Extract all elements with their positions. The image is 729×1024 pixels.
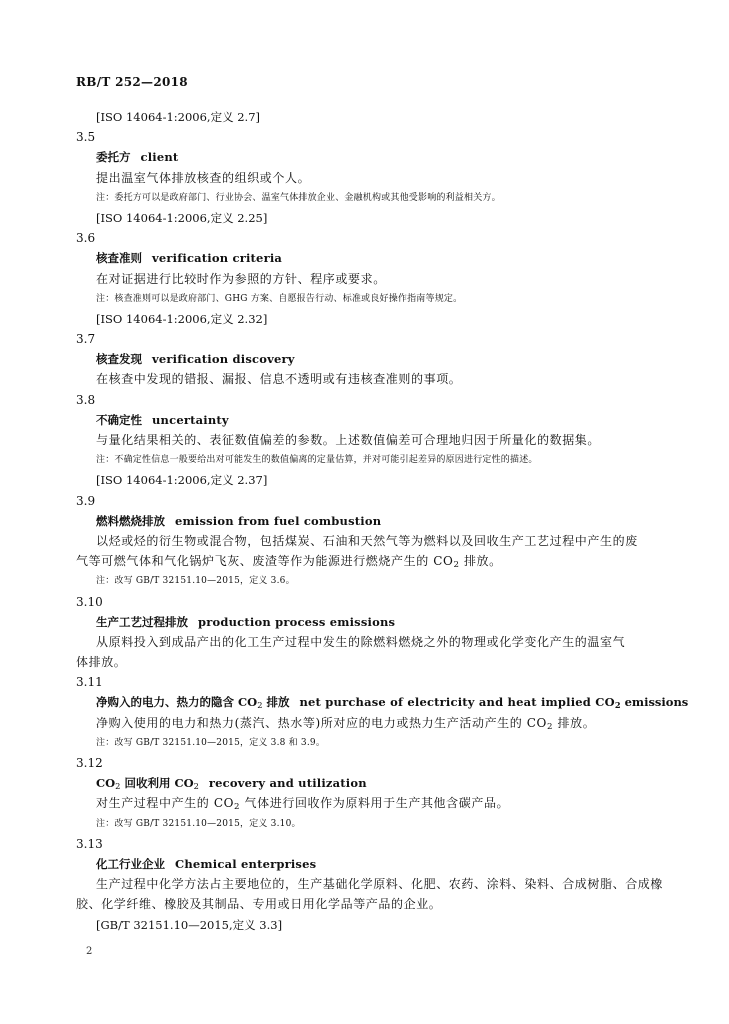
term-chinese: 委托方 [96,150,131,165]
term-chinese-cont: 排放 [262,695,290,710]
note-text [76,733,676,753]
line-text: 3.9 [76,493,96,508]
definition-text [76,430,676,450]
line-text: 气等可燃气体和气化锅炉飞灰、废渣等作为能源进行燃烧产生的 CO [76,554,454,569]
line-text: [GB/T 32151.10—2015,定义 3.3] [96,917,283,932]
note-text [76,188,676,208]
line-text: 提出温室气体排放核查的组织或个人。 [96,170,311,185]
definition-text [76,269,676,289]
source-reference [76,470,676,490]
clause-number [76,672,676,692]
subscript: 2 [115,781,121,792]
line-text: 3.13 [76,836,103,851]
line-text-cont: 排放。 [459,554,502,569]
term-chinese: 生产工艺过程排放 [96,614,188,629]
term-english: uncertainty [152,412,229,427]
definition-continuation [76,894,676,914]
page-number: 2 [86,946,93,957]
term-heading [76,854,676,874]
definition-text [76,713,676,733]
term-english-cont: emissions [620,695,689,710]
line-text: 3.10 [76,594,103,609]
source-reference [76,107,676,127]
term-english: emission from fuel combustion [175,513,382,528]
term-chinese: 净购入的电力、热力的隐含 CO [96,695,258,710]
source-reference [76,309,676,329]
term-english: recovery and utilization [208,776,367,791]
note-text [76,814,676,834]
clause-number [76,127,676,147]
subscript: 2 [547,721,554,732]
line-text: [ISO 14064-1:2006,定义 2.25] [96,210,268,225]
definition-text [76,632,676,652]
line-text: 注：改写 GB/T 32151.10—2015，定义 3.6。 [96,576,295,587]
definition-text [76,793,676,813]
term-chinese: 核查发现 [96,352,142,367]
clause-number [76,753,676,773]
term-heading [76,511,676,531]
definition-text [76,168,676,188]
line-text: [ISO 14064-1:2006,定义 2.37] [96,473,268,488]
term-heading [76,349,676,369]
clause-number [76,228,676,248]
note-text [76,289,676,309]
term-heading [76,773,676,793]
subscript: 2 [257,700,263,711]
line-text: 净购入使用的电力和热力(蒸汽、热水等)所对应的电力或热力生产活动产生的 CO [96,715,547,730]
term-chinese: 燃料燃烧排放 [96,513,165,528]
definition-text [76,531,676,551]
line-text: 生产过程中化学方法占主要地位的，生产基础化学原料、化肥、农药、涂料、染料、合成树脂、合成橡 [96,877,664,892]
line-text: 3.8 [76,392,96,407]
subscript: 2 [193,781,199,792]
term-english: verification discovery [152,352,295,367]
definition-text [76,874,676,894]
subscript: 2 [234,802,241,813]
line-text: 注：委托方可以是政府部门、行业协会、温室气体排放企业、金融机构或其他受影响的利益相关方。 [96,192,501,203]
clause-number [76,491,676,511]
line-text: [ISO 14064-1:2006,定义 2.32] [96,311,268,326]
term-heading [76,612,676,632]
term-chinese: CO [96,776,116,791]
line-text: 注：核查准则可以是政府部门、GHG 方案、自愿报告行动、标准或良好操作指南等规定。 [96,293,463,304]
line-text: 注：改写 GB/T 32151.10—2015，定义 3.8 和 3.9。 [96,737,326,748]
clause-number [76,834,676,854]
note-text [76,450,676,470]
subscript: 2 [453,560,460,571]
line-text: 从原料投入到成品产出的化工生产过程中发生的除燃料燃烧之外的物理或化学变化产生的温室气 [96,634,626,649]
clause-number [76,329,676,349]
term-english: Chemical enterprises [175,856,317,871]
line-text: 以烃或烃的衍生物或混合物，包括煤炭、石油和天然气等为燃料以及回收生产工艺过程中产生的废 [96,533,638,548]
term-heading [76,248,676,268]
term-heading [76,410,676,430]
definition-continuation [76,551,676,571]
line-text: 3.6 [76,231,96,246]
definition-text [76,369,676,389]
line-text: 与量化结果相关的、表征数值偏差的参数。上述数值偏差可合理地归因于所量化的数据集。 [96,433,601,447]
line-text: 胶、化学纤维、橡胶及其制品、专用或日用化学品等产品的企业。 [76,897,442,912]
line-text: [ISO 14064-1:2006,定义 2.7] [96,110,261,124]
clause-number [76,592,676,612]
line-text: 对生产过程中产生的 CO [96,796,235,811]
term-chinese-cont: 回收利用 CO [120,776,194,791]
term-chinese: 核查准则 [96,251,142,266]
term-english: production process emissions [198,614,396,629]
line-text: 注：不确定性信息一般要给出对可能发生的数值偏离的定量估算，并对可能引起差异的原因进行定性的描述。 [96,455,538,466]
line-text: 注：改写 GB/T 32151.10—2015，定义 3.10。 [96,818,301,829]
source-reference [76,915,676,935]
standard-number-header: RB/T 252—2018 [76,75,188,89]
line-text-cont: 排放。 [553,715,596,730]
note-text [76,571,676,591]
line-text: 在对证据进行比较时作为参照的方针、程序或要求。 [96,271,386,286]
term-english: net purchase of electricity and heat implied CO [299,695,615,710]
term-heading [76,147,676,167]
term-chinese: 化工行业企业 [96,856,165,871]
subscript: 2 [614,700,621,711]
line-text: 3.5 [76,130,96,145]
definitions-body [76,107,689,935]
line-text: 3.7 [76,332,96,347]
term-english: client [140,150,179,165]
clause-number [76,390,676,410]
term-chinese: 不确定性 [96,412,142,427]
line-text: 在核查中发现的错报、漏报、信息不透明或有违核查准则的事项。 [96,372,462,387]
term-heading [76,692,689,712]
term-english: verification criteria [152,251,283,266]
source-reference [76,208,676,228]
line-text: 体排放。 [76,655,127,670]
definition-continuation [76,652,676,672]
line-text: 3.12 [76,756,103,770]
line-text-cont: 气体进行回收作为原料用于生产其他含碳产品。 [240,796,510,811]
line-text: 3.11 [76,675,103,690]
